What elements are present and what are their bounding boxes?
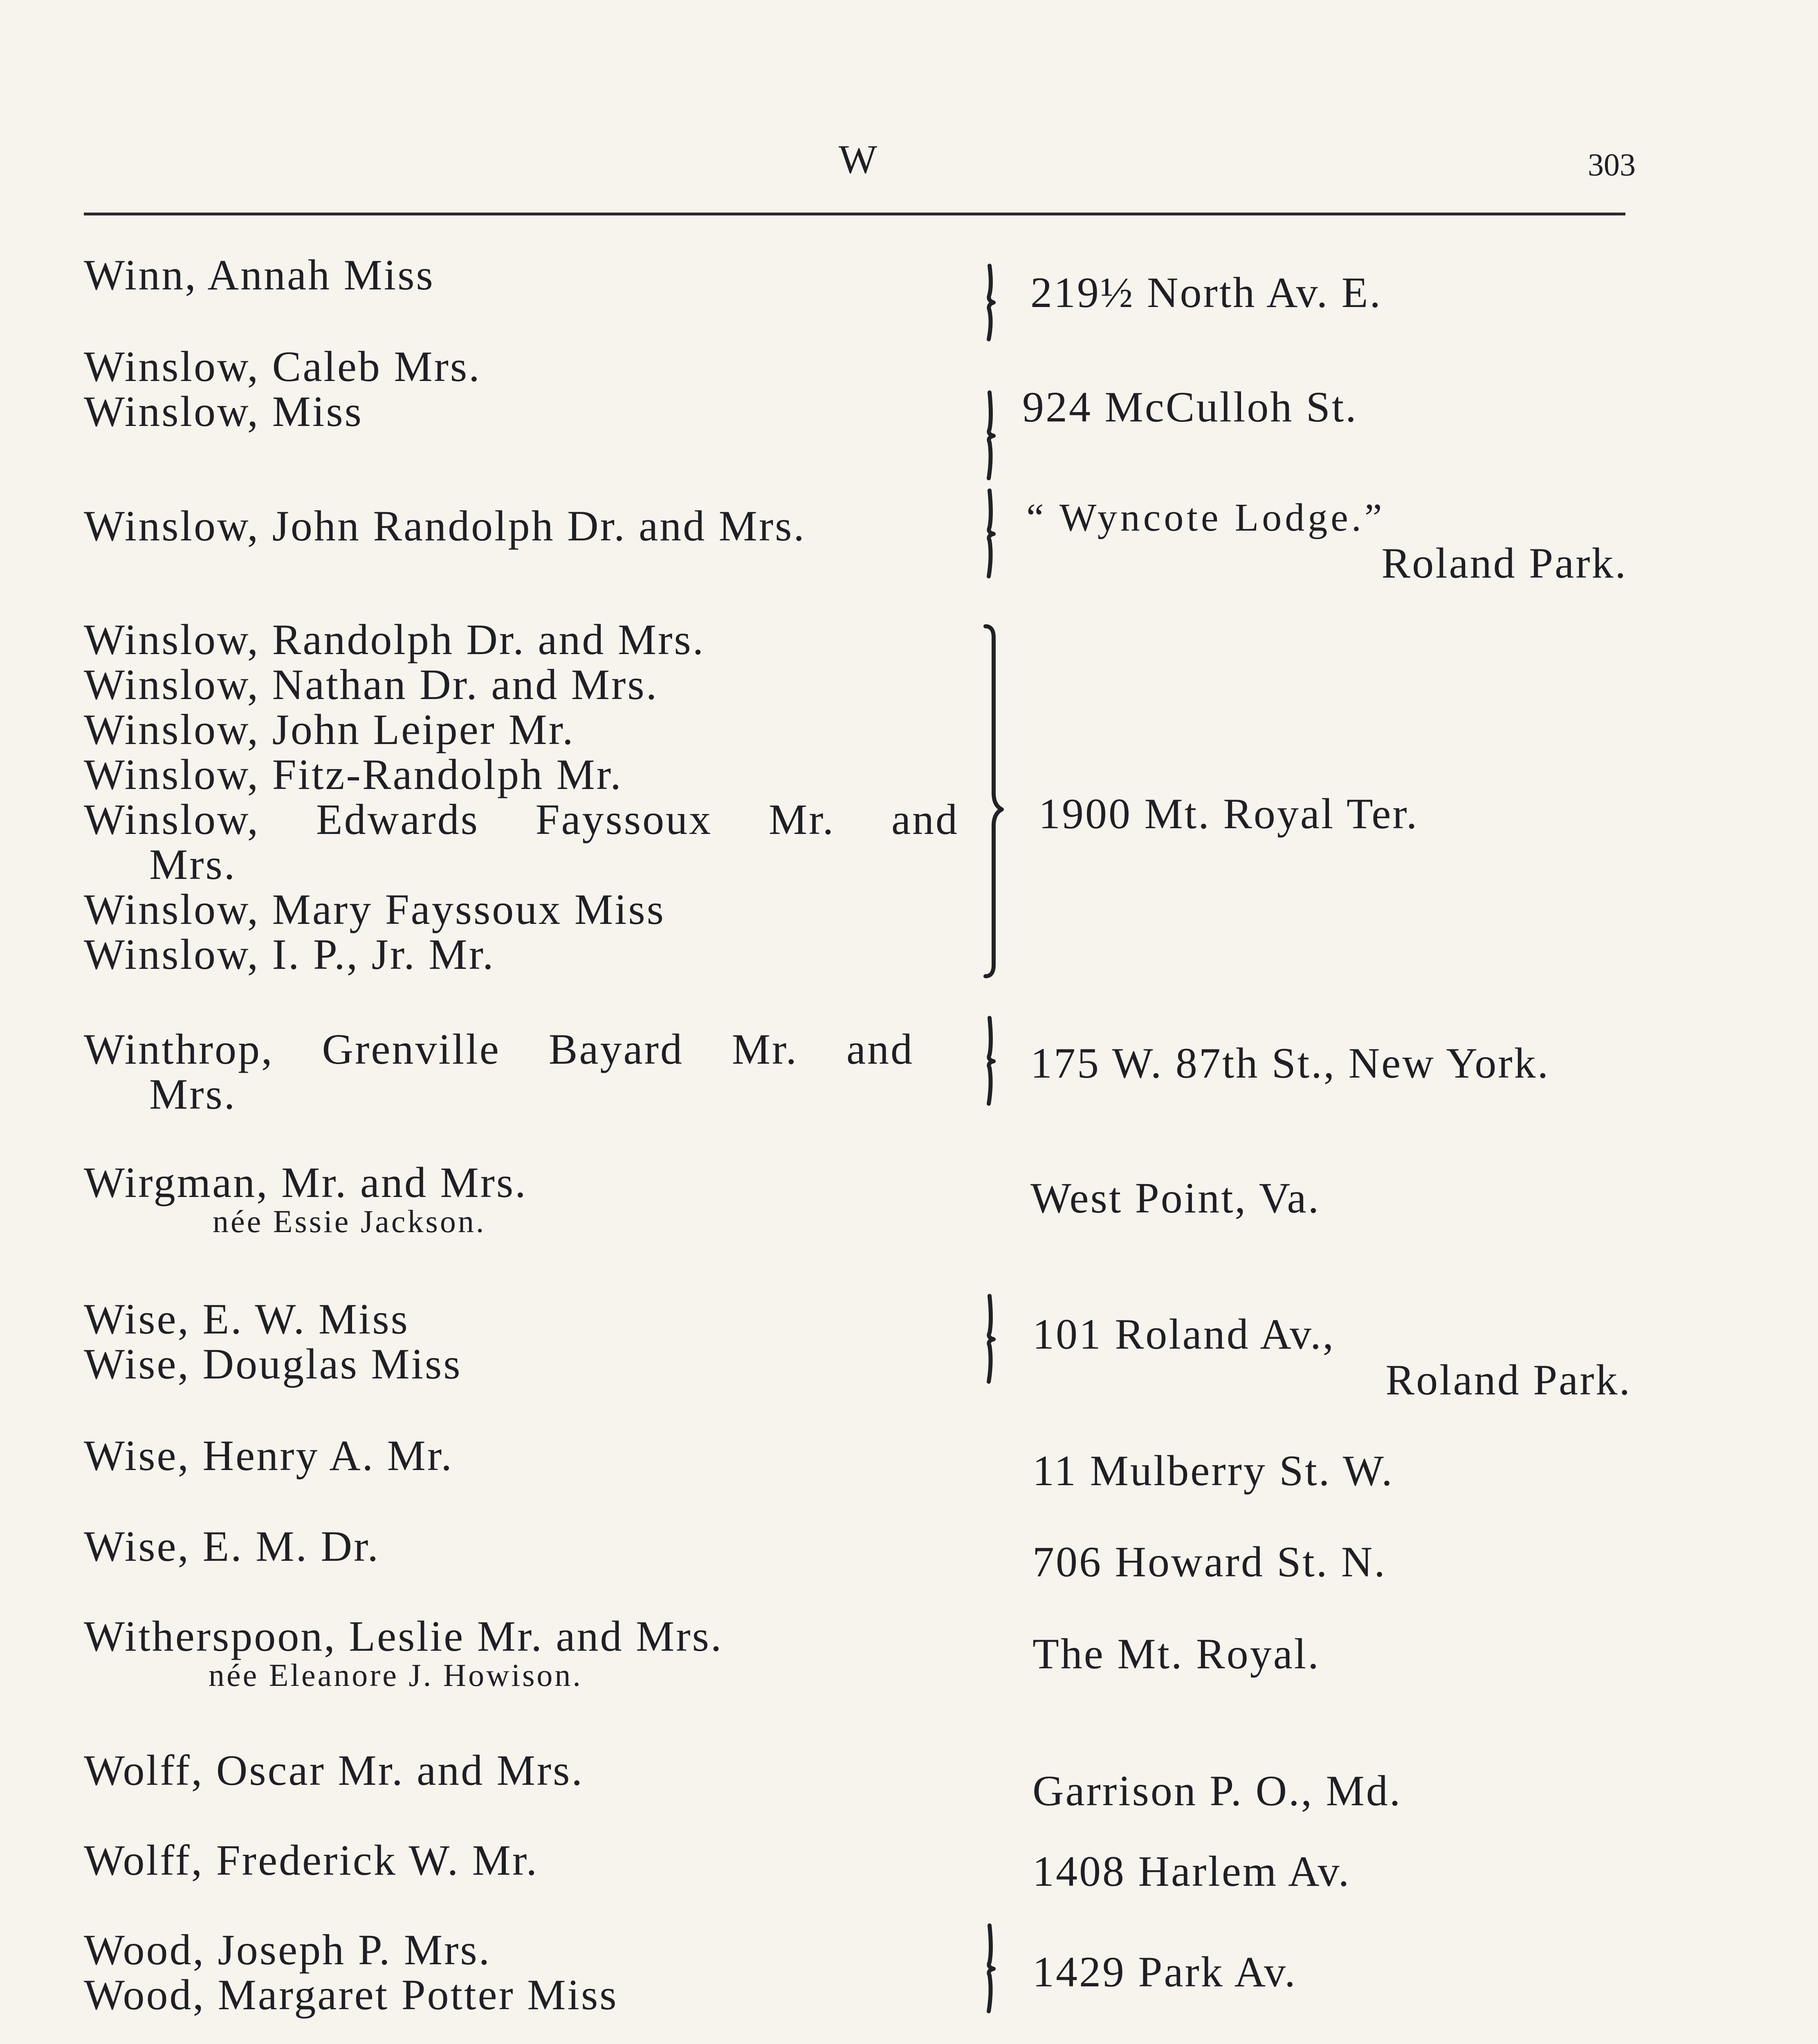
name-line: Winslow, I. P., Jr. Mr. bbox=[84, 930, 495, 978]
entry-address bbox=[1032, 1949, 1297, 1995]
address-line: The Mt. Royal. bbox=[1032, 1630, 1320, 1678]
address-line: “ Wyncote Lodge.” bbox=[1026, 495, 1385, 539]
brace-icon bbox=[977, 486, 1002, 580]
entry-address bbox=[1032, 1311, 1632, 1403]
brace-icon bbox=[977, 621, 1010, 981]
address-line: 175 W. 87th St., New York. bbox=[1030, 1039, 1550, 1087]
address-line: 219½ North Av. E. bbox=[1030, 269, 1382, 316]
name-line: Winslow, Miss bbox=[84, 388, 363, 435]
brace-icon bbox=[977, 388, 1002, 482]
entry-address bbox=[1030, 1175, 1320, 1221]
address-line: Roland Park. bbox=[1381, 539, 1627, 587]
name-line: Winthrop, Grenville Bayard Mr. and bbox=[84, 1025, 914, 1073]
brace-icon bbox=[977, 1921, 1002, 2015]
address-line: West Point, Va. bbox=[1030, 1174, 1321, 1222]
section-letter: W bbox=[838, 137, 879, 182]
brace-icon bbox=[977, 262, 1002, 343]
entry-address bbox=[1022, 384, 1358, 430]
name-line: Wise, E. M. Dr. bbox=[84, 1522, 380, 1570]
entry-address bbox=[1032, 1768, 1402, 1814]
name-line: Wolff, Frederick W. Mr. bbox=[84, 1836, 539, 1884]
name-line: Mrs. bbox=[149, 840, 237, 888]
address-line: 1408 Harlem Av. bbox=[1032, 1847, 1351, 1895]
name-line: Winslow, Mary Fayssoux Miss bbox=[84, 885, 665, 933]
maiden-name: née Eleanore J. Howison. bbox=[209, 1657, 583, 1693]
address-line: 11 Mulberry St. W. bbox=[1032, 1447, 1394, 1495]
name-line: Winn, Annah Miss bbox=[84, 251, 435, 299]
entry-names bbox=[84, 1614, 723, 1659]
name-line: Witherspoon, Leslie Mr. and Mrs. bbox=[84, 1612, 723, 1660]
address-line: 1429 Park Av. bbox=[1032, 1948, 1297, 1996]
address-line: 101 Roland Av., bbox=[1032, 1310, 1335, 1358]
entry-names bbox=[84, 1838, 539, 1883]
name-line: Winslow, Nathan Dr. and Mrs. bbox=[84, 661, 659, 708]
maiden-name: née Essie Jackson. bbox=[213, 1204, 486, 1239]
name-line: Winslow, Randolph Dr. and Mrs. bbox=[84, 616, 705, 663]
entry-names bbox=[84, 1160, 527, 1205]
address-line: Garrison P. O., Md. bbox=[1032, 1767, 1402, 1815]
entry-names bbox=[84, 504, 806, 549]
address-line: 924 McCulloh St. bbox=[1022, 383, 1358, 431]
entry-names bbox=[84, 1027, 914, 1117]
name-line: Wood, Margaret Potter Miss bbox=[84, 1971, 618, 2019]
name-line: Wise, Henry A. Mr. bbox=[84, 1432, 453, 1479]
entry-address bbox=[1032, 1539, 1387, 1585]
entry-names bbox=[84, 617, 959, 977]
entry-names bbox=[84, 1297, 462, 1387]
name-line: Wood, Joseph P. Mrs. bbox=[84, 1926, 492, 1974]
name-line: Winslow, Fitz-Randolph Mr. bbox=[84, 751, 623, 798]
name-line: Winslow, Caleb Mrs. bbox=[84, 343, 481, 390]
name-line: Winslow, Edwards Fayssoux Mr. and bbox=[84, 796, 959, 843]
address-line: 1900 Mt. Royal Ter. bbox=[1039, 790, 1419, 838]
entry-names bbox=[84, 253, 435, 298]
name-line: Mrs. bbox=[149, 1070, 237, 1118]
entry-address bbox=[1032, 1849, 1351, 1894]
address-line: 706 Howard St. N. bbox=[1032, 1538, 1387, 1586]
entry-names bbox=[84, 1524, 380, 1569]
name-line: Wise, Douglas Miss bbox=[84, 1340, 462, 1388]
name-line: Winslow, John Leiper Mr. bbox=[84, 706, 575, 753]
name-line: Wise, E. W. Miss bbox=[84, 1295, 409, 1343]
entry-names bbox=[84, 1748, 584, 1793]
brace-icon bbox=[977, 1292, 1002, 1386]
address-line: Roland Park. bbox=[1385, 1356, 1632, 1404]
entry-address bbox=[1032, 1631, 1320, 1677]
name-line: Wirgman, Mr. and Mrs. bbox=[84, 1159, 527, 1206]
entry-address bbox=[1026, 495, 1627, 586]
header-rule bbox=[84, 213, 1625, 215]
entry-address bbox=[1030, 1040, 1550, 1086]
name-line: Wolff, Oscar Mr. and Mrs. bbox=[84, 1746, 584, 1794]
entry-names bbox=[84, 1433, 453, 1478]
page-number: 303 bbox=[1588, 147, 1636, 182]
entry-names bbox=[84, 344, 481, 434]
entry-names bbox=[84, 1927, 618, 2017]
brace-icon bbox=[977, 1014, 1002, 1108]
entry-address bbox=[1039, 791, 1418, 837]
name-line: Winslow, John Randolph Dr. and Mrs. bbox=[84, 502, 806, 550]
entry-address bbox=[1032, 1448, 1394, 1494]
entry-address bbox=[1030, 270, 1382, 316]
